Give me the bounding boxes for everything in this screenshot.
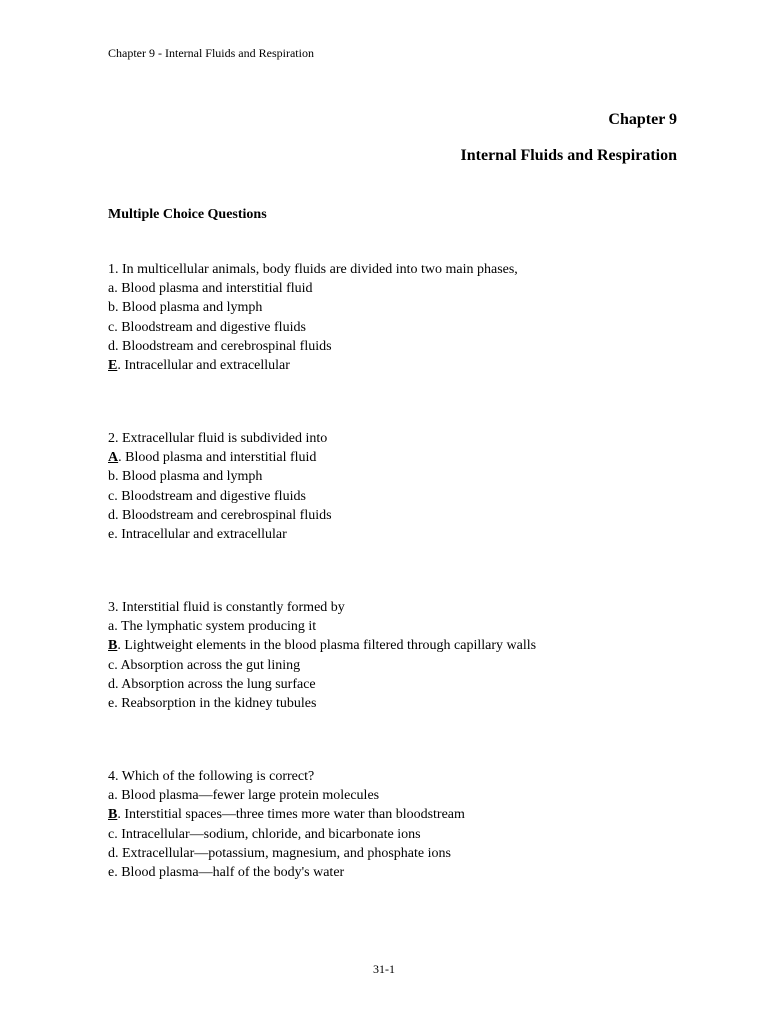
- option-letter: d: [108, 845, 115, 861]
- answer-option-b: [108, 298, 518, 317]
- option-text: . Blood plasma—fewer large protein molecules: [114, 788, 380, 804]
- option-text: . Intracellular—sodium, chloride, and bicarbonate ions: [114, 826, 421, 842]
- answer-option-c: [108, 487, 332, 506]
- running-header: Chapter 9 - Internal Fluids and Respiration: [108, 46, 314, 60]
- option-text: . Bloodstream and cerebrospinal fluids: [115, 507, 332, 523]
- correct-answer-letter: B: [108, 807, 118, 823]
- answer-option-a: [108, 448, 332, 467]
- option-letter: e: [108, 696, 115, 712]
- option-text: . Bloodstream and cerebrospinal fluids: [115, 338, 332, 354]
- option-text: . Blood plasma and lymph: [115, 469, 263, 485]
- option-letter: c: [108, 488, 115, 504]
- answer-option-a: [108, 617, 536, 636]
- answer-option-a: [108, 786, 465, 805]
- option-text: . Blood plasma and lymph: [115, 300, 263, 316]
- answer-option-e: [108, 525, 332, 544]
- option-text: . Intracellular and extracellular: [117, 358, 290, 374]
- option-text: . Absorption across the lung surface: [115, 676, 316, 692]
- option-text: . Absorption across the gut lining: [114, 657, 301, 673]
- option-letter: c: [108, 319, 115, 335]
- question-stem: 1. In multicellular animals, body fluids are divided into two main phases,: [108, 262, 518, 277]
- question-3: [108, 598, 536, 713]
- option-text: . Bloodstream and digestive fluids: [114, 488, 306, 504]
- option-text: . Extracellular—potassium, magnesium, and phosphate ions: [115, 845, 451, 861]
- option-letter: a: [108, 788, 115, 804]
- answer-option-e: [108, 356, 518, 375]
- option-letter: c: [108, 826, 115, 842]
- answer-option-d: [108, 675, 536, 694]
- answer-option-c: [108, 318, 518, 337]
- option-text: . Intracellular and extracellular: [114, 527, 287, 543]
- answer-option-c: [108, 656, 536, 675]
- option-letter: e: [108, 527, 115, 543]
- answer-option-b: [108, 805, 465, 824]
- option-letter: a: [108, 281, 115, 297]
- answer-option-d: [108, 844, 465, 863]
- option-text: . Interstitial spaces—three times more water than bloodstream: [117, 807, 465, 823]
- option-text: . Blood plasma—half of the body's water: [114, 865, 345, 881]
- chapter-number: Chapter 9: [608, 111, 677, 128]
- question-stem: 2. Extracellular fluid is subdivided into: [108, 431, 328, 446]
- answer-option-b: [108, 636, 536, 655]
- answer-option-e: [108, 694, 536, 713]
- question-stem: 3. Interstitial fluid is constantly formed by: [108, 600, 345, 615]
- answer-option-c: [108, 825, 465, 844]
- question-4: [108, 767, 465, 882]
- answer-option-e: [108, 863, 465, 882]
- option-text: . Blood plasma and interstitial fluid: [114, 281, 313, 297]
- question-1: [108, 260, 518, 375]
- answer-option-d: [108, 506, 332, 525]
- chapter-title: Internal Fluids and Respiration: [460, 147, 677, 164]
- answer-option-a: [108, 279, 518, 298]
- option-letter: e: [108, 865, 115, 881]
- correct-answer-letter: B: [108, 638, 118, 654]
- section-heading: Multiple Choice Questions: [108, 207, 267, 222]
- correct-answer-letter: A: [108, 450, 119, 466]
- option-letter: c: [108, 657, 115, 673]
- answer-option-d: [108, 337, 518, 356]
- page-number: 31-1: [373, 962, 395, 976]
- answer-option-b: [108, 467, 332, 486]
- question-2: [108, 429, 332, 544]
- option-letter: b: [108, 300, 115, 316]
- question-stem: 4. Which of the following is correct?: [108, 769, 315, 784]
- correct-answer-letter: E: [108, 358, 118, 374]
- option-text: . The lymphatic system producing it: [114, 619, 317, 635]
- option-letter: a: [108, 619, 115, 635]
- option-letter: d: [108, 338, 115, 354]
- option-letter: b: [108, 469, 115, 485]
- option-letter: d: [108, 676, 115, 692]
- option-text: . Reabsorption in the kidney tubules: [114, 696, 317, 712]
- option-letter: d: [108, 507, 115, 523]
- option-text: . Bloodstream and digestive fluids: [114, 319, 306, 335]
- option-text: . Blood plasma and interstitial fluid: [118, 450, 317, 466]
- option-text: . Lightweight elements in the blood plasma filtered through capillary walls: [117, 638, 537, 654]
